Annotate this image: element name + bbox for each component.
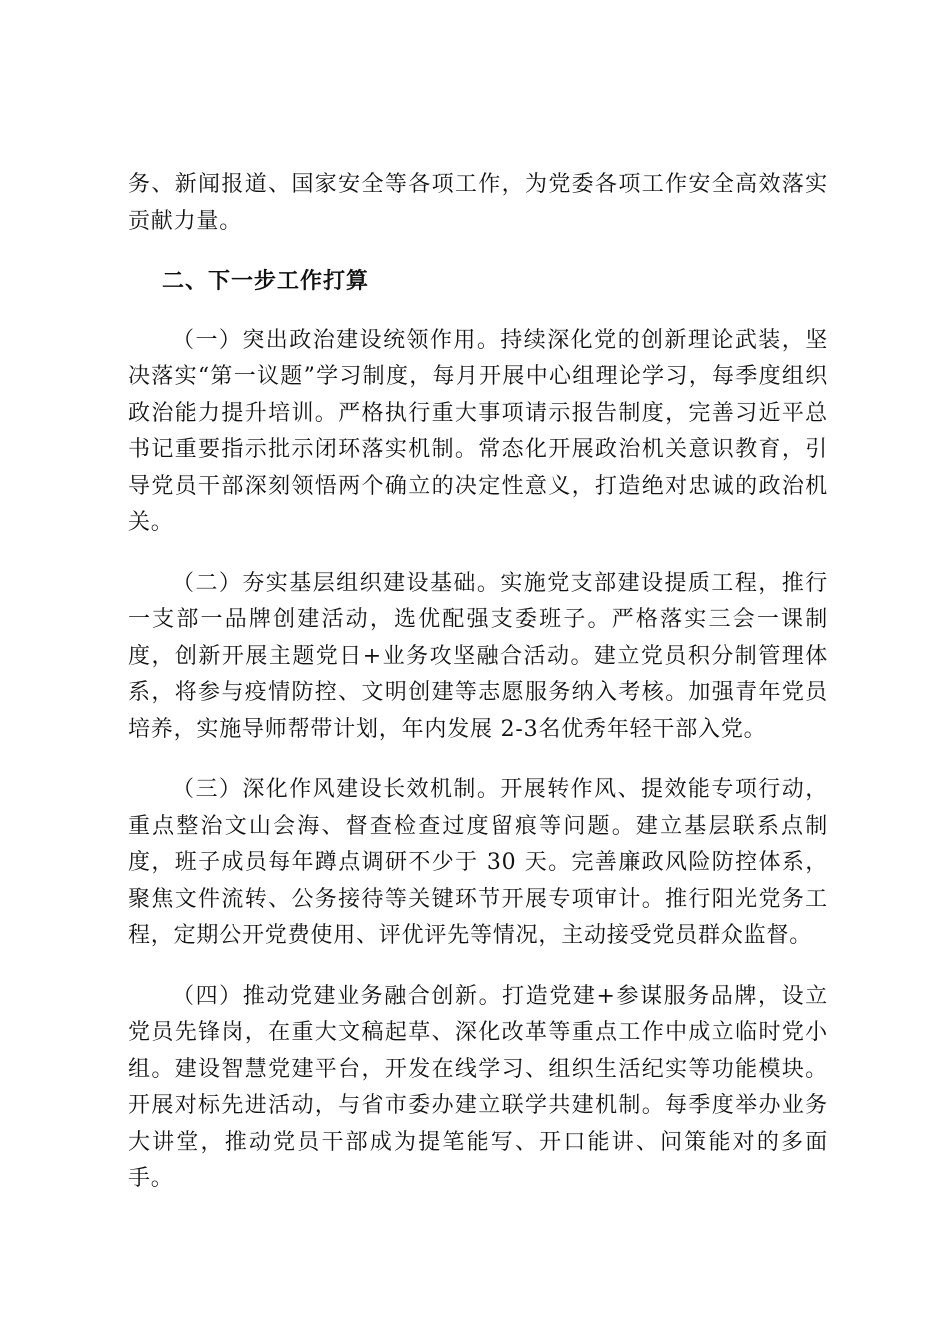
section-heading: 二、下一步工作打算 [162,269,370,294]
document-body [128,167,828,1198]
paragraph-4: （四）推动党建业务融合创新。打造党建+参谋服务品牌，设立党员先锋岗，在重大文稿起草、深化改革等重点工作中成立临时党小组。建设智慧党建平台，开发在线学习、组织生活纪实等功能模块。开展对标先进活动，与省市委办建立联学共建机制。每季度举办业务大讲堂，推动党员干部成为提笔能写、开口能讲、问策能对的多面手。 [128,983,828,1191]
paragraph-gap [128,542,828,566]
paragraph-gap [128,748,828,772]
paragraph-1: （一）突出政治建设统领作用。持续深化党的创新理论武装，坚决落实“第一议题”学习制度，每月开展中心组理论学习，每季度组织政治能力提升培训。严格执行重大事项请示报告制度，完善习近平总书记重要指示批示闭环落实机制。常态化开展政治机关意识教育，引导党员干部深刻领悟两个确立的决定性意义，打造绝对忠诚的政治机关。 [128,327,828,535]
paragraph-3: （三）深化作风建设长效机制。开展转作风、提效能专项行动，重点整治文山会海、督查检查过度留痕等问题。建立基层联系点制度，班子成员每年蹲点调研不少于 30 天。完善廉政风险防控体系，聚焦文件流转、公务接待等关键环节开展专项审计。推行阳光党务工程，定期公开党费使用、评优评先等情况，主动接受党员群众监督。 [128,777,828,948]
paragraph-gap [128,955,828,979]
continuation-paragraph: 务、新闻报道、国家安全等各项工作，为党委各项工作安全高效落实贡献力量。 [128,172,828,234]
paragraph-2: （二）夯实基层组织建设基础。实施党支部建设提质工程，推行一支部一品牌创建活动，选优配强支委班子。严格落实三会一课制度，创新开展主题党日+业务攻坚融合活动。建立党员积分制管理体系，将参与疫情防控、文明创建等志愿服务纳入考核。加强青年党员培养，实施导师帮带计划，年内发展 2-3名优秀年轻干部入党。 [128,570,828,742]
